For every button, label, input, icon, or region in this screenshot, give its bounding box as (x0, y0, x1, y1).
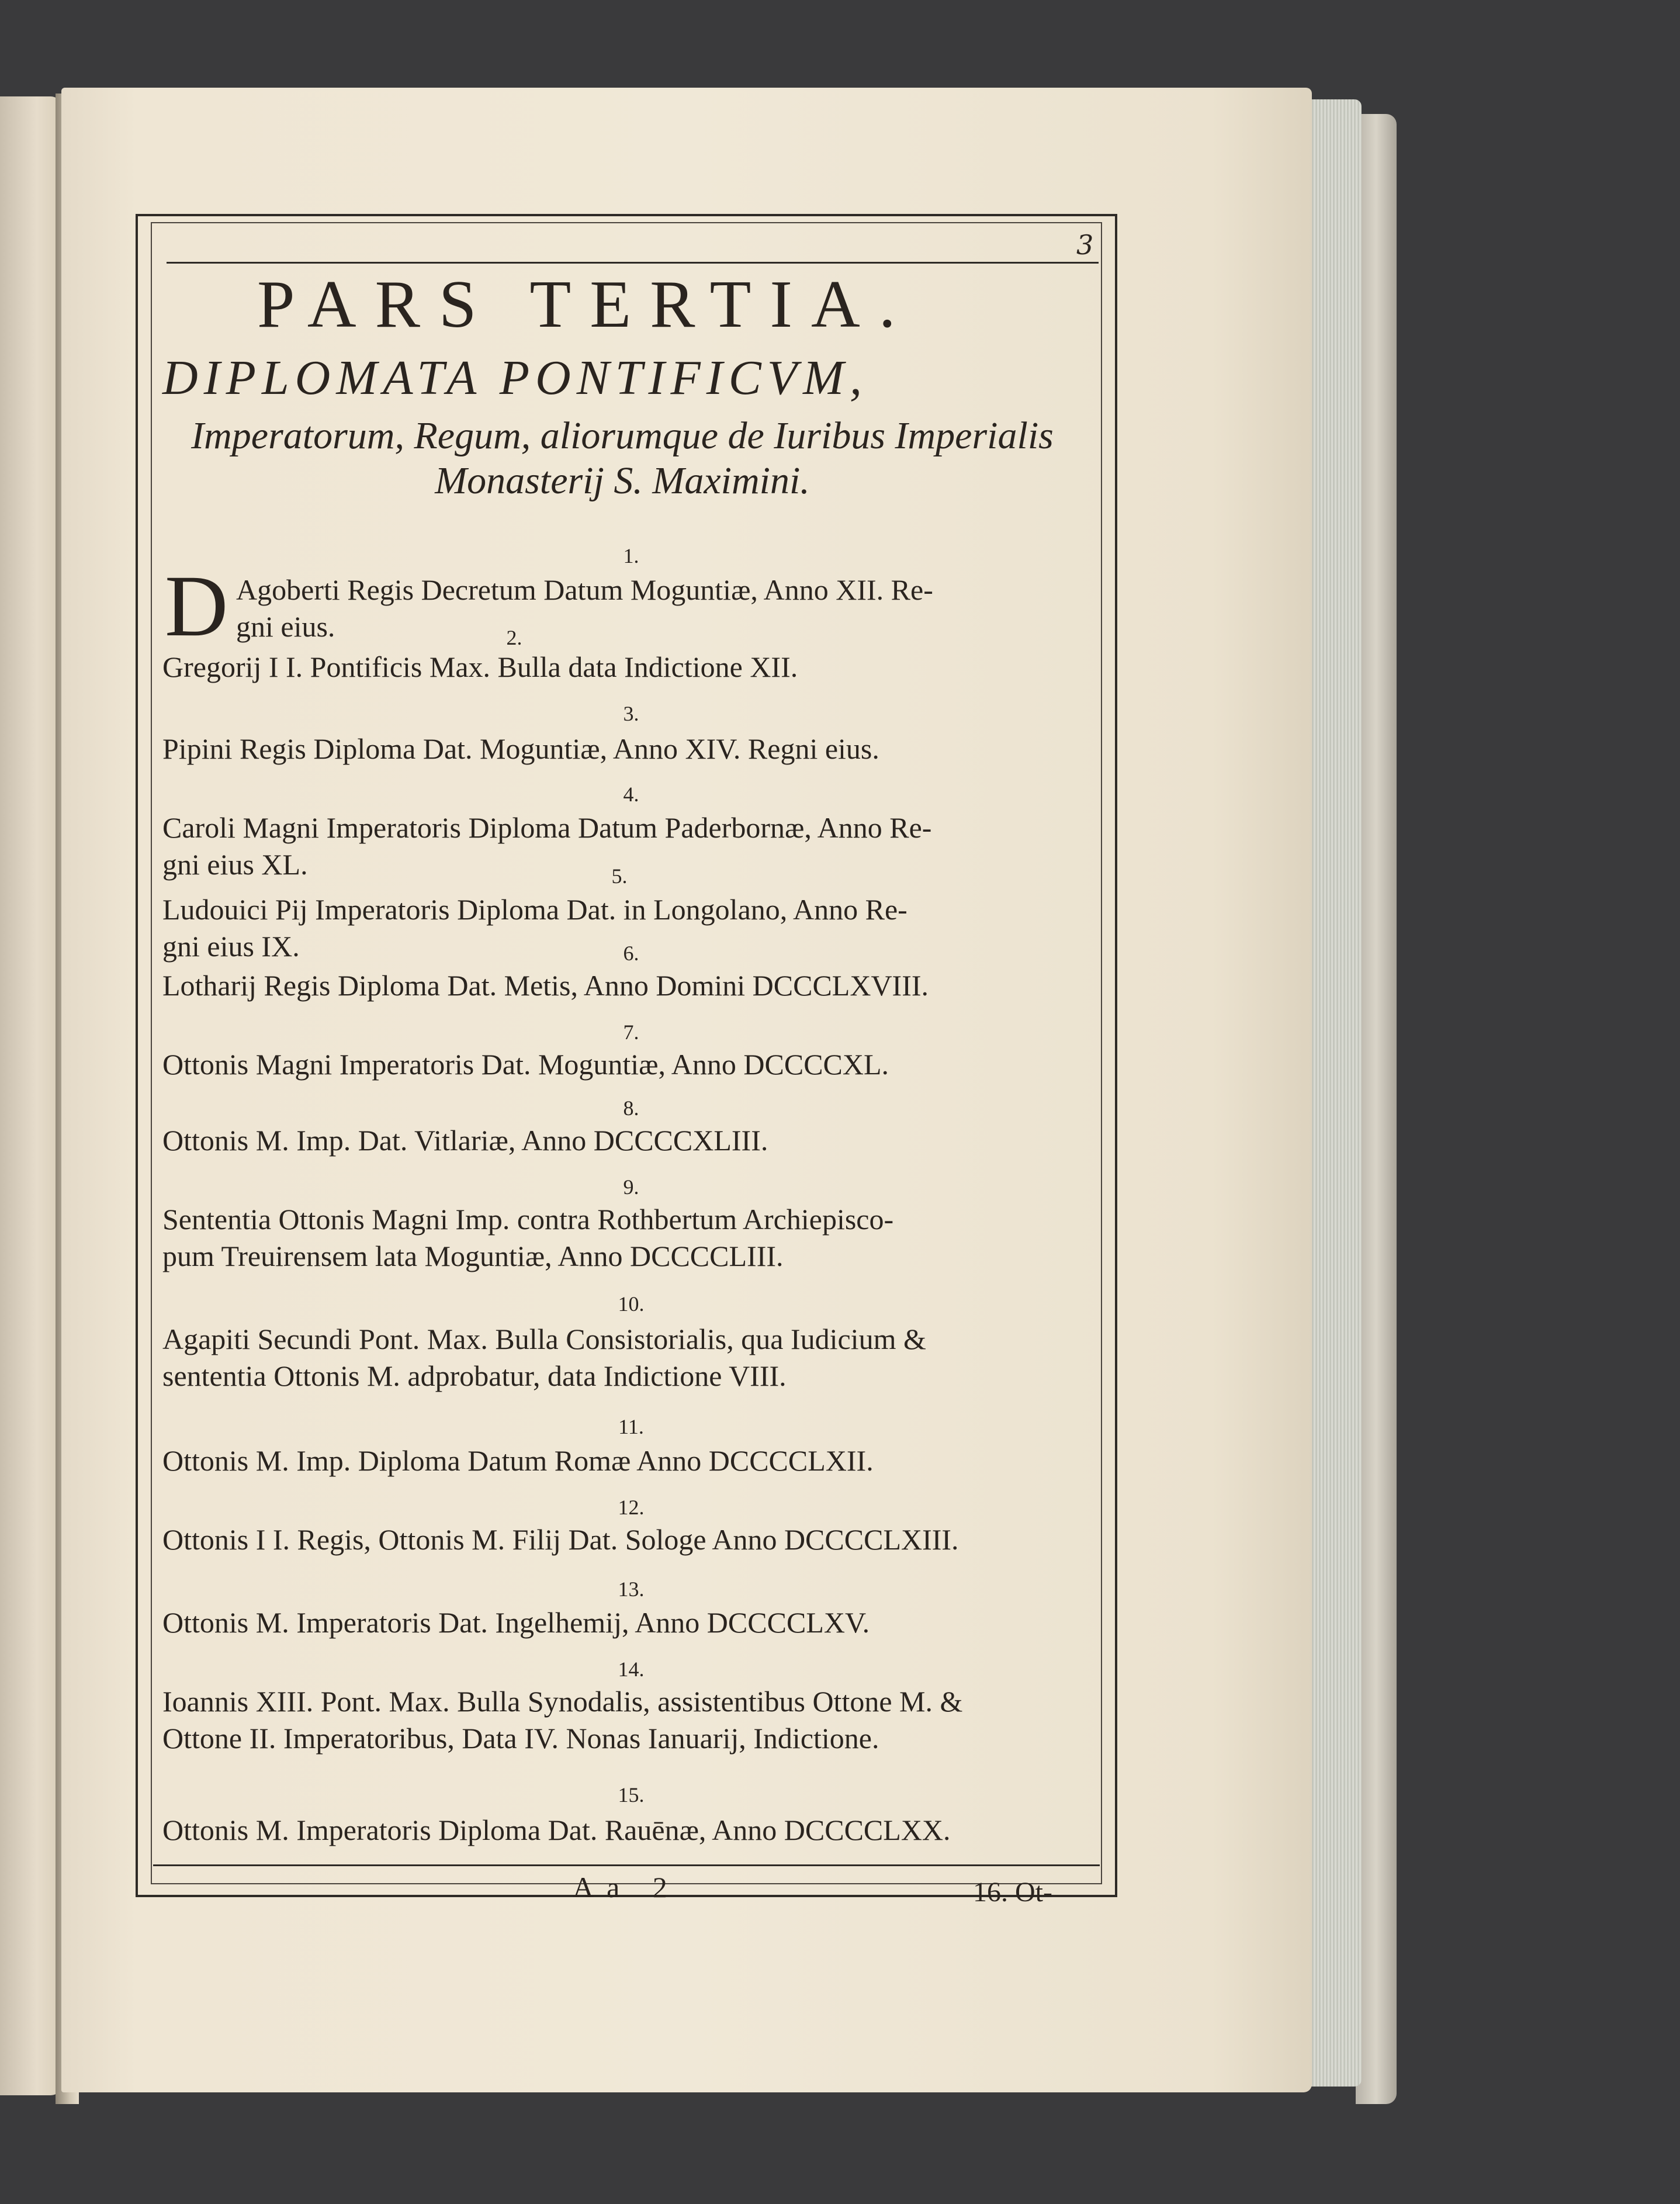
entry-text: Gregorij I I. Pontificis Max. Bulla data Indictione XII. (162, 651, 798, 683)
page-subtitle: DIPLOMATA PONTIFICVM, (162, 351, 868, 405)
entry-text: Ludouici Pij Imperatoris Diploma Dat. in Longolano, Anno Re- gni eius IX. (162, 893, 907, 963)
entry-text: Sententia Ottonis Magni Imp. contra Rothbertum Archiepisco- pum Treuirensem lata Moguntiæ, Anno DCCCCLIII. (162, 1203, 894, 1272)
entry-text: Ottonis M. Imp. Diploma Datum Romæ Anno DCCCCLXII. (162, 1444, 874, 1477)
subtitle-line-2: Imperatorum, Regum, aliorumque de Iuribus Imperialis (191, 414, 1054, 457)
entry-text: Lotharij Regis Diploma Dat. Metis, Anno Domini DCCCLXVIII. (162, 969, 929, 1002)
entry-number: 11. (618, 1415, 644, 1438)
entry-number: 3. (623, 702, 639, 725)
entry-number: 6. (623, 942, 639, 965)
entry-number: 14. (618, 1658, 645, 1681)
entry-number: 4. (623, 783, 639, 806)
page-number: 3 (1076, 229, 1094, 261)
subtitle-line-3: Monasterij S. Maximini. (435, 459, 810, 502)
entry-number: 7. (623, 1020, 639, 1044)
entry-text: Agoberti Regis Decretum Datum Moguntiæ, Anno XII. Re- gni eius. (236, 573, 933, 643)
entry-text: Caroli Magni Imperatoris Diploma Datum Paderbornæ, Anno Re- gni eius XL. (162, 811, 932, 881)
entry-text: Pipini Regis Diploma Dat. Moguntiæ, Anno XIV. Regni eius. (162, 732, 879, 765)
entry-number: 5. (611, 864, 628, 888)
entry-number: 9. (623, 1175, 639, 1199)
signature-mark: Aa 2 (573, 1871, 680, 1904)
entry-text: Ottonis M. Imperatoris Dat. Ingelhemij, Anno DCCCCLXV. (162, 1606, 870, 1639)
catchword: 16. Ot- (973, 1877, 1052, 1908)
entry-number: 10. (618, 1292, 645, 1316)
cover-edge (1356, 114, 1397, 2104)
entry-number: 2. (506, 626, 522, 649)
entry-number: 13. (618, 1577, 645, 1601)
entry-text: Agapiti Secundi Pont. Max. Bulla Consistorialis, qua Iudicium & sententia Ottonis M. adprobatur, data Indictione VIII. (162, 1323, 926, 1392)
header-rule (167, 262, 1099, 264)
entry-text: Ottonis M. Imperatoris Diploma Dat. Rauēnæ, Anno DCCCCLXX. (162, 1814, 951, 1846)
left-page-edge (0, 96, 61, 2095)
drop-cap: D (165, 558, 228, 655)
entry-text: Ottonis I I. Regis, Ottonis M. Filij Dat. Sologe Anno DCCCCLXIII. (162, 1523, 959, 1556)
entry-number: 12. (618, 1496, 645, 1519)
page-block-edges (1306, 99, 1362, 2087)
entry-text: Ioannis XIII. Pont. Max. Bulla Synodalis, assistentibus Ottone M. & Ottone II. Imperatoribus, Data IV. Nonas Ianuarij, Indictione. (162, 1685, 963, 1755)
entry-text: Ottonis Magni Imperatoris Dat. Moguntiæ, Anno DCCCCXL. (162, 1048, 889, 1081)
entry-number: 8. (623, 1096, 639, 1120)
page-title: PARS TERTIA. (257, 267, 915, 342)
entry-number: 1. (623, 544, 639, 568)
entry-number: 15. (618, 1783, 645, 1807)
footer-rule (153, 1864, 1100, 1866)
entry-text: Ottonis M. Imp. Dat. Vitlariæ, Anno DCCCCXLIII. (162, 1124, 768, 1157)
